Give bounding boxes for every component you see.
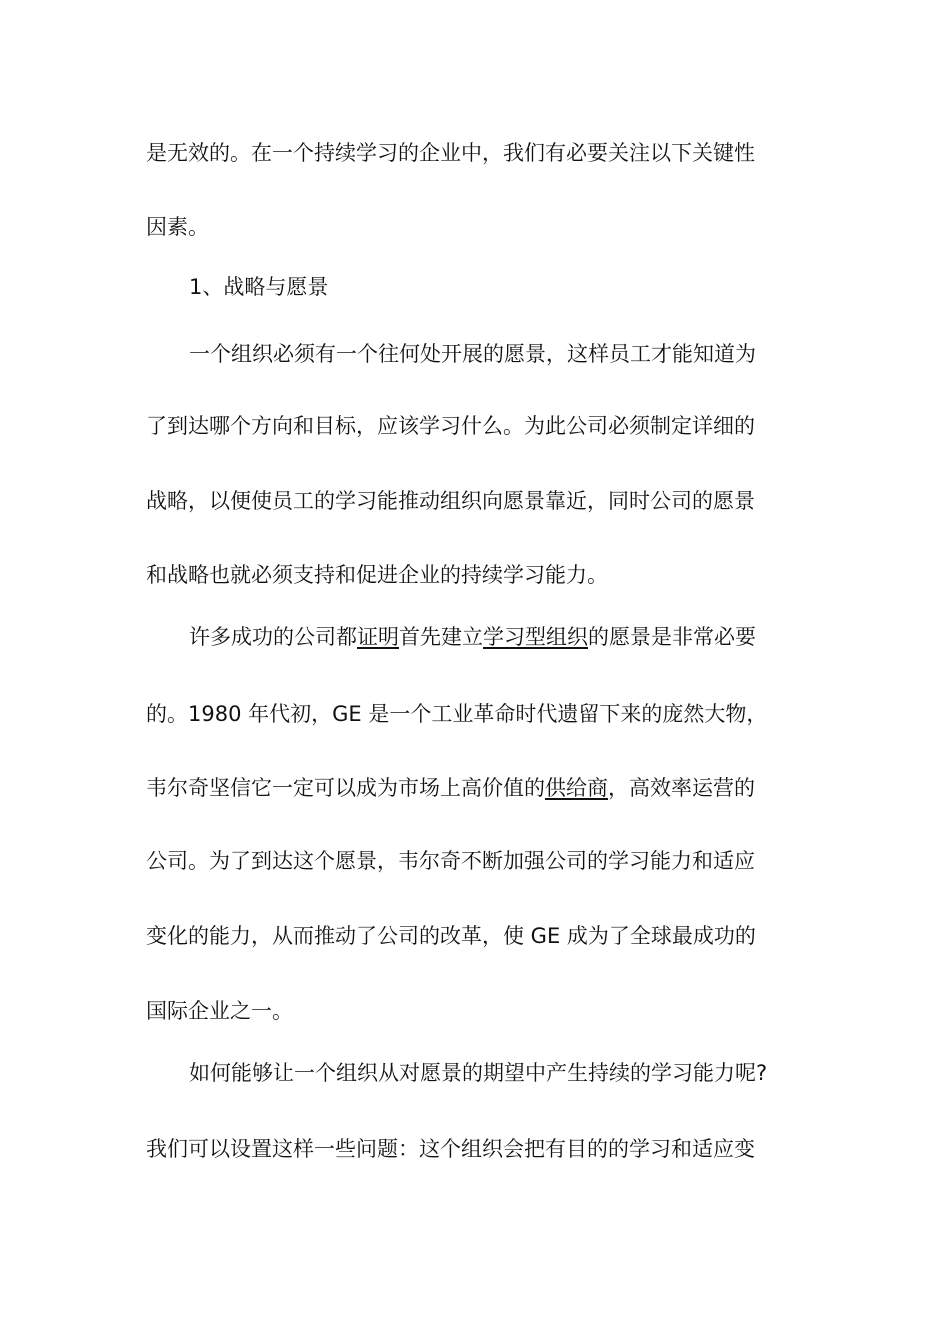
section-heading: 1、战略与愿景 [189, 275, 329, 299]
paragraph-line: 国际企业之一。 [146, 999, 293, 1023]
paragraph-line: 变化的能力，从而推动了公司的改革，使 GE 成为了全球最成功的 [146, 924, 756, 948]
link-proof[interactable]: 证明 [357, 625, 399, 649]
paragraph-line: 战略，以便使员工的学习能推动组织向愿景靠近，同时公司的愿景 [146, 489, 755, 513]
text-span: 首先建立 [399, 625, 483, 649]
paragraph-line: 的。1980 年代初，GE 是一个工业革命时代遗留下来的庞然大物， [146, 702, 768, 726]
paragraph-line: 因素。 [146, 215, 209, 239]
paragraph-line: 我们可以设置这样一些问题：这个组织会把有目的的学习和适应变 [146, 1137, 755, 1161]
text-span: 许多成功的公司都 [189, 625, 357, 649]
paragraph-line: 一个组织必须有一个往何处开展的愿景，这样员工才能知道为 [189, 342, 756, 366]
text-span: ，高效率运营的 [608, 776, 755, 800]
paragraph-line: 是无效的。在一个持续学习的企业中，我们有必要关注以下关键性 [146, 141, 755, 165]
link-learning-organization[interactable]: 学习型组织 [483, 625, 588, 649]
paragraph-line: 和战略也就必须支持和促进企业的持续学习能力。 [146, 563, 608, 587]
paragraph-line: 了到达哪个方向和目标，应该学习什么。为此公司必须制定详细的 [146, 414, 755, 438]
paragraph-line: 公司。为了到达这个愿景，韦尔奇不断加强公司的学习能力和适应 [146, 849, 755, 873]
paragraph-line [189, 622, 806, 652]
paragraph-line [146, 773, 806, 803]
link-supplier[interactable]: 供给商 [545, 776, 608, 800]
text-span: 韦尔奇坚信它一定可以成为市场上高价值的 [146, 776, 545, 800]
text-span: 的愿景是非常必要 [588, 625, 756, 649]
paragraph-line: 如何能够让一个组织从对愿景的期望中产生持续的学习能力呢? [189, 1061, 768, 1085]
